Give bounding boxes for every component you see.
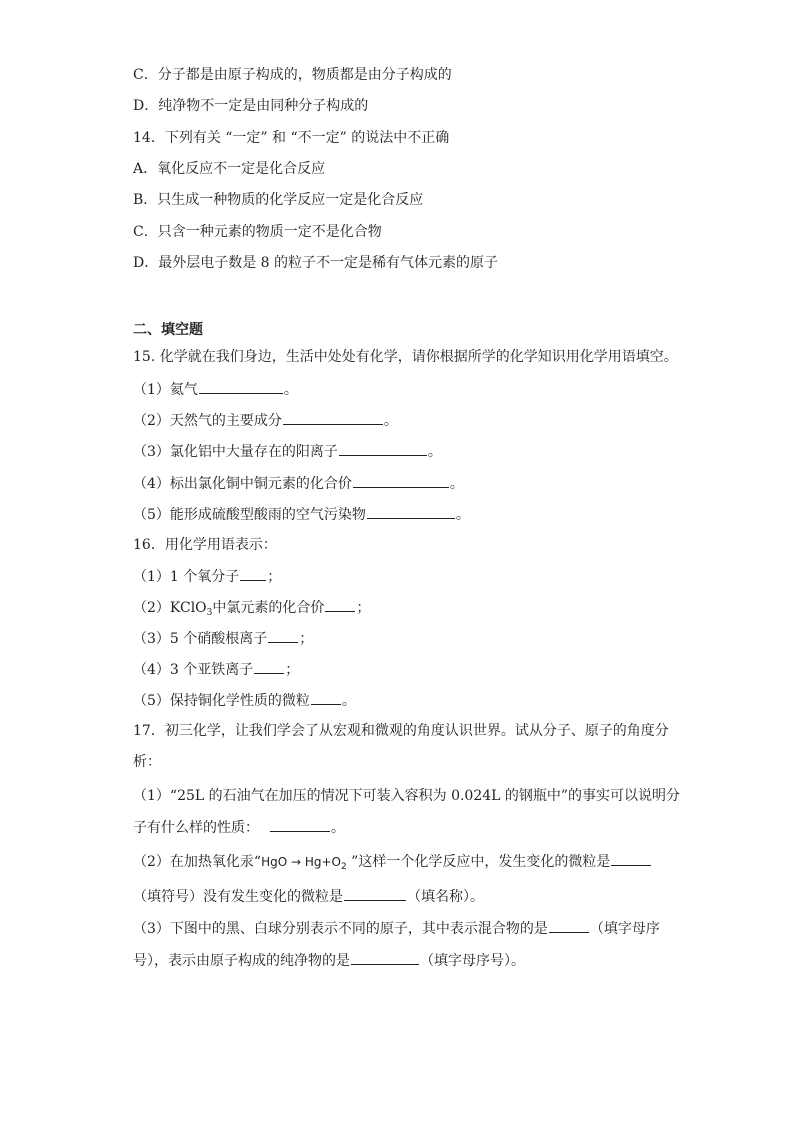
q16-stem: 16．用化学用语表示：: [133, 537, 277, 553]
q16-item-2: （2）KClO$_3$中氯元素的化合价 ；: [133, 597, 370, 618]
answer-blank[interactable]: [311, 690, 341, 705]
section-heading-fill-in: 二、填空题: [133, 322, 203, 338]
q14-option-b: B．只生成一种物质的化学反应一定是化合反应: [133, 192, 424, 208]
q17-part3-line-1: （3）下图中的黑、白球分别表示不同的原子，其中表示混合物的是 （填字母序: [133, 918, 660, 939]
answer-blank[interactable]: [283, 410, 383, 425]
answer-blank[interactable]: [344, 886, 406, 901]
q17-part2-line-2: （填符号）没有发生变化的微粒是 （填名称）。: [133, 886, 484, 907]
q17-part3-line-2: 号），表示由原子构成的纯净物的是 （填字母序号）。: [133, 950, 525, 971]
q16-item-4: （4）3 个亚铁离子 ；: [133, 659, 299, 680]
q13-option-d: D．纯净物不一定是由同种分子构成的: [133, 98, 369, 114]
q15-item-2: （2）天然气的主要成分 。: [133, 410, 398, 431]
q15-item-1: （1）氦气 。: [133, 379, 298, 400]
answer-blank[interactable]: [268, 628, 298, 643]
answer-blank[interactable]: [240, 566, 266, 581]
q16-item-1: （1）1 个氧分子 ；: [133, 566, 281, 587]
answer-blank[interactable]: [549, 918, 589, 933]
reaction-formula: HgO → $Hg+O_2$: [261, 855, 347, 872]
answer-blank[interactable]: [270, 817, 330, 832]
q14-option-c: C．只含一种元素的物质一定不是化合物: [133, 224, 382, 240]
answer-blank[interactable]: [199, 379, 283, 394]
q14-option-a: A．氧化反应不一定是化合反应: [133, 161, 326, 177]
q13-option-c: C．分子都是由原子构成的，物质都是由分子构成的: [133, 67, 452, 83]
q16-item-5: （5）保持铜化学性质的微粒 。: [133, 690, 356, 711]
q17-stem-line-2: 析：: [133, 754, 161, 770]
answer-blank[interactable]: [325, 597, 355, 612]
q15-item-3: （3）氯化铝中大量存在的阳离子 。: [133, 441, 442, 462]
q17-part1-line-1: （1）“25L 的石油气在加压的情况下可装入容积为 0.024L 的钢瓶中”的事实可以说明分: [133, 788, 681, 804]
answer-blank[interactable]: [254, 659, 284, 674]
answer-blank[interactable]: [339, 441, 427, 456]
q14-stem: 14．下列有关 “一定” 和 “不一定” 的说法中不正确: [133, 130, 450, 146]
q15-stem: 15. 化学就在我们身边，生活中处处有化学，请你根据所学的化学知识用化学用语填空。: [133, 349, 678, 365]
answer-blank[interactable]: [353, 473, 449, 488]
answer-blank[interactable]: [611, 851, 651, 866]
q17-part1-line-2: 子有什么样的性质： 。: [133, 817, 345, 838]
q15-item-5: （5）能形成硫酸型酸雨的空气污染物 。: [133, 504, 470, 525]
q16-item-3: （3）5 个硝酸根离子 ；: [133, 628, 313, 649]
q14-option-d: D．最外层电子数是 8 的粒子不一定是稀有气体元素的原子: [133, 255, 499, 271]
answer-blank[interactable]: [367, 504, 455, 519]
q17-part2-line-1: （2）在加热氧化汞“HgO → $Hg+O_2$ ”这样一个化学反应中，发生变化的微粒是: [133, 851, 652, 872]
q15-item-4: （4）标出氯化铜中铜元素的化合价 。: [133, 473, 464, 494]
q17-stem-line-1: 17．初三化学，让我们学会了从宏观和微观的角度认识世界。试从分子、原子的角度分: [133, 723, 669, 739]
answer-blank[interactable]: [351, 950, 419, 965]
